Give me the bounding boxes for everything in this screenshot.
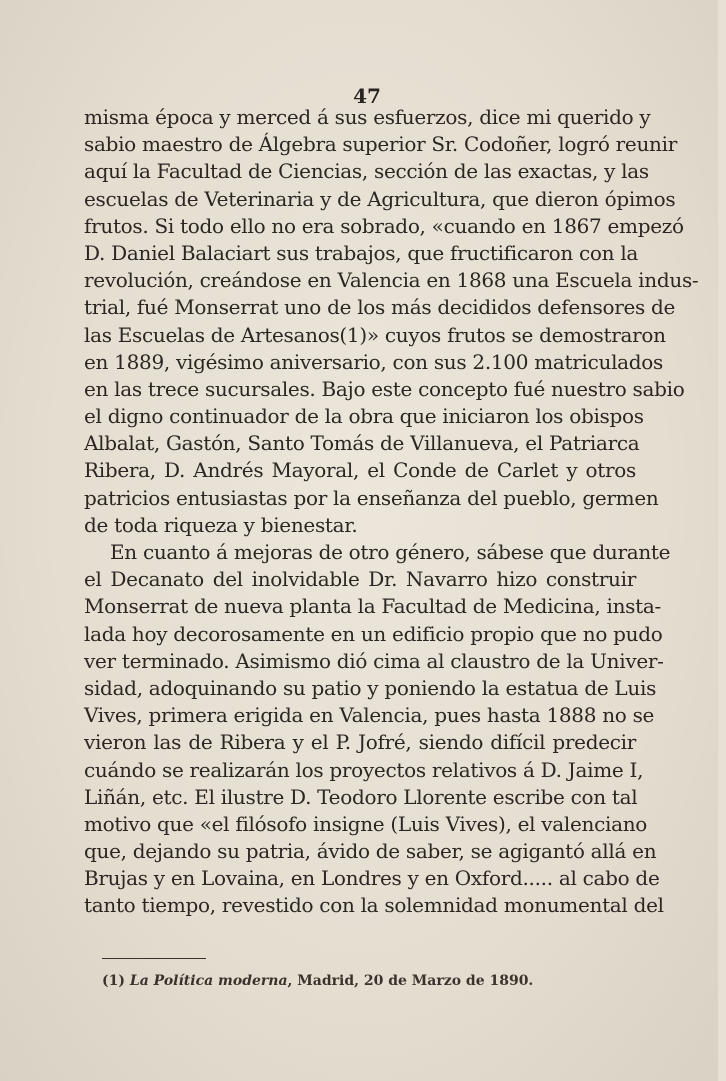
text-line: Monserrat de nueva planta la Facultad de Medicina, insta- bbox=[84, 594, 661, 619]
footnote-source-title: La Política moderna bbox=[129, 973, 288, 989]
body-text bbox=[84, 104, 699, 920]
text-line: sabio maestro de Álgebra superior Sr. Codoñer, logró reunir bbox=[84, 132, 677, 157]
footnote bbox=[102, 973, 622, 989]
text-line: Albalat, Gastón, Santo Tomás de Villanueva, el Patriarca bbox=[84, 431, 640, 456]
text-line: lada hoy decorosamente en un edificio propio que no pudo bbox=[84, 621, 663, 646]
footnote-marker: (1) bbox=[102, 973, 125, 989]
text-line: frutos. Si todo ello no era sobrado, «cuando en 1867 empezó bbox=[84, 213, 684, 238]
text-line: en 1889, vigésimo aniversario, con sus 2.100 matriculados bbox=[84, 349, 663, 374]
text-line: trial, fué Monserrat uno de los más decididos defensores de bbox=[84, 295, 676, 320]
text-line: escuelas de Veterinaria y de Agricultura, que dieron ópimos bbox=[84, 186, 676, 211]
text-line: aquí la Facultad de Ciencias, sección de las exactas, y las bbox=[84, 159, 649, 184]
text-line: patricios entusiastas por la enseñanza del pueblo, germen bbox=[84, 485, 659, 510]
text-line: tanto tiempo, revestido con la solemnidad monumental del bbox=[84, 893, 664, 918]
text-line: revolución, creándose en Valencia en 1868 una Escuela indus- bbox=[84, 268, 699, 293]
text-line: Liñán, etc. El ilustre D. Teodoro Llorente escribe con tal bbox=[84, 784, 638, 809]
text-line: Brujas y en Lovaina, en Londres y en Oxford..... al cabo de bbox=[84, 866, 660, 891]
footnote-divider bbox=[102, 958, 206, 959]
text-line: D. Daniel Balaciart sus trabajos, que fructificaron con la bbox=[84, 240, 639, 265]
text-line: vieron las de Ribera y el P. Jofré, siendo difícil predecir bbox=[84, 730, 636, 755]
text-line: Ribera, D. Andrés Mayoral, el Conde de Carlet y otros bbox=[84, 458, 636, 483]
text-line: el Decanato del inolvidable Dr. Navarro hizo construir bbox=[84, 567, 636, 592]
text-line: de toda riqueza y bienestar. bbox=[84, 512, 358, 537]
text-line: cuándo se realizarán los proyectos relativos á D. Jaime I, bbox=[84, 757, 644, 782]
text-line: motivo que «el filósofo insigne (Luis Vives), el valenciano bbox=[84, 811, 648, 836]
text-line: Vives, primera erigida en Valencia, pues hasta 1888 no se bbox=[84, 703, 655, 728]
text-line: misma época y merced á sus esfuerzos, dice mi querido y bbox=[84, 105, 651, 129]
text-line: que, dejando su patria, ávido de saber, se agigantó allá en bbox=[84, 839, 657, 864]
text-line: sidad, adoquinando su patio y poniendo la estatua de Luis bbox=[84, 675, 657, 700]
text-line: las Escuelas de Artesanos(1)» cuyos frutos se demostraron bbox=[84, 322, 666, 347]
page-number: 47 bbox=[353, 84, 381, 108]
text-line: ver terminado. Asimismo dió cima al claustro de la Univer- bbox=[84, 648, 664, 673]
text-line: En cuanto á mejoras de otro género, sábese que durante bbox=[110, 540, 671, 564]
text-line: en las trece sucursales. Bajo este concepto fué nuestro sabio bbox=[84, 376, 685, 401]
footnote-source-details: , Madrid, 20 de Marzo de 1890. bbox=[287, 973, 534, 989]
text-line: el digno continuador de la obra que iniciaron los obispos bbox=[84, 404, 644, 429]
